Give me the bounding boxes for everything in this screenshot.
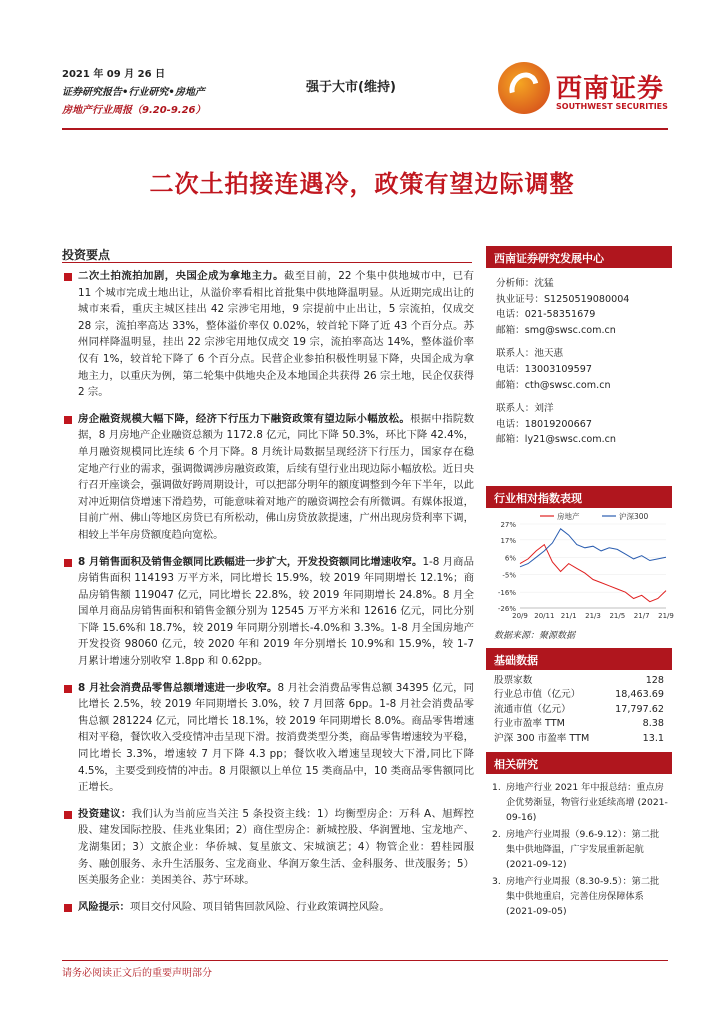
table-row: [486, 674, 672, 688]
basic-value: 17,797.62: [615, 703, 664, 715]
perf-chart: [486, 508, 672, 626]
series-line: [520, 529, 666, 567]
analyst-row: 电话：18019200667: [496, 418, 592, 430]
bullet-icon: [64, 685, 72, 693]
related-list: [486, 774, 672, 919]
para-lead: 二次土拍流拍加剧，央国企成为拿地主力。: [78, 270, 284, 282]
para-lead: 8 月销售面积及销售金额同比跌幅进一步扩大，开发投资额同比增速收窄。: [78, 555, 423, 568]
header-divider: [62, 128, 668, 130]
company-logo: [498, 62, 678, 118]
x-tick-label: 21/7: [633, 612, 650, 620]
x-tick-label: 20/11: [534, 612, 555, 620]
footer-divider: [62, 960, 668, 961]
basic-value: 18,463.69: [615, 689, 664, 701]
analyst-heading: 西南证券研究发展中心: [486, 246, 672, 268]
bullet-icon: [64, 811, 72, 819]
related-item[interactable]: [492, 874, 668, 919]
report-name: 房地产行业周报（9.20-9.26）: [62, 105, 206, 116]
bullet-icon: [64, 273, 72, 281]
legend-label: 沪深300: [619, 512, 649, 521]
y-tick-label: 6%: [504, 554, 516, 563]
perf-heading: 行业相对指数表现: [486, 486, 672, 508]
basic-key: 沪深 300 市盈率 TTM: [494, 732, 590, 744]
para-text: 截至目前，22 个集中供地城市中，已有 11 个城市完成土地出让，从溢价率看相比首批集中供地降温明显。从近期完成出让的城市来看，重庆主城区挂出 42 宗涉宅用地，9 宗提前中止出让，5 宗流拍，仅成交 28 宗，流拍率高达 33%，整体溢价率仅 0.02%，较首轮下降了近 43 个百分点。苏州同样降温明显，挂出 22 宗涉宅用地仅成交 19 宗，流拍率高达 14%，整体溢价率仅有 1%，较首轮下降了 6 个百分点。民营企业参拍积极性明显下降，央国企成为拿地主力，以重庆为例，第二轮集中供地央企及本地国企共获得 26 宗土地，民企仅获得 2 宗。: [78, 270, 474, 399]
para-lead: 8 月社会消费品零售总额增速进一步收窄。: [78, 681, 278, 694]
x-tick-label: 21/3: [585, 612, 601, 620]
basic-value: 128: [645, 675, 664, 686]
analyst-row: 联系人：刘洋: [496, 403, 554, 415]
basic-heading: 基础数据: [486, 648, 672, 670]
related-item[interactable]: [492, 827, 668, 872]
related-item[interactable]: [492, 780, 668, 825]
y-tick-label: -16%: [497, 589, 516, 598]
logo-mark-icon: [498, 62, 550, 114]
analyst-row: 分析师：沈猛: [496, 278, 554, 289]
basic-table: [486, 674, 672, 746]
analyst-row: 邮箱：smg@swsc.com.cn: [496, 324, 616, 336]
invest-heading: 投资要点: [62, 248, 111, 262]
related-text: 房地产行业 2021 年中报总结：重点房企优势渐显，物管行业延续高增 (2021-09-16): [506, 782, 668, 823]
y-tick-label: 17%: [500, 536, 516, 545]
para-text: 我们认为当前应当关注 5 条投资主线：1）均衡型房企：万科 A、旭辉控股、建发国际控股、佳兆业集团；2）商住型房企：新城控股、华润置地、宝龙地产、龙湖集团；3）文旅企业：华侨城、复星旅文、宋城演艺；4）物管企业：碧桂园服务、融创服务、永升生活服务、宝龙商业、华润万象生活、金科服务、世茂服务；5）医美服务企业：美困美谷、苏宁环球。: [78, 807, 474, 887]
analyst-row: 联系人：池天惠: [496, 348, 564, 360]
x-tick-label: 21/9: [658, 612, 674, 620]
bullet-icon: [64, 416, 72, 424]
x-tick-label: 21/1: [560, 612, 577, 620]
logo-en: SOUTHWEST SECURITIES: [556, 102, 668, 111]
invest-paragraph: [62, 680, 474, 796]
invest-paragraph: [62, 899, 474, 916]
para-lead: 风险提示：: [78, 900, 130, 913]
invest-body: [62, 268, 474, 925]
chart-source: 数据来源：聚源数据: [494, 631, 576, 641]
perf-panel: [486, 486, 672, 641]
basic-value: 13.1: [642, 732, 664, 744]
related-text: 房地产行业周报（9.6-9.12）：第二批集中供地降温，广宇发展重新起航 (2021-09-12): [506, 829, 660, 870]
basic-panel: [486, 648, 672, 746]
invest-divider: [62, 262, 472, 263]
para-text: 1-8 月商品房销售面积 114193 万平方米，同比增长 15.9%，较 2019 年同期增长 12.1%；商品房销售额 119047 亿元，同比增长 22.8%，较 2019 年同期增长 24.8%。8 月全国单月商品房销售面积和销售金额分别为 12545 万平方米和 12616 亿元，同比分别下降 15.6%和 18.7%，较 2019 年同期分别增长-4.0%和 3.3%。1-8 月全国房地产开发投资 98060 亿元，较 2020 年和 2019 年分别增长 10.9%和 15.9%，较 1-7 月累计增速分别收窄 1.8pp 和 0.62pp。: [78, 555, 474, 668]
analyst-row: 电话：021-58351679: [496, 309, 596, 321]
basic-key: 股票家数: [494, 675, 533, 686]
para-text: 8 月社会消费品零售总额 34395 亿元，同比增长 2.5%，较 2019 年同期增长 3.0%，较 7 月回落 6pp。1-8 月社会消费品零售总额 281224 亿元，同比增长 18.1%，较 2019 年同期增长 8.0%。商品零售增速相对平稳，餐饮收入受疫情冲击呈现下滑。按消费类型分类，商品零售增速较为平稳，同比增长 3.3%，增速较 7 月下降 4.3 pp；餐饮收入增速呈现较大下滑,同比下降 4.5%，主要受到疫情的冲击。8 月限额以上单位 15 类商品中，10 类商品零售额同比正增长。: [78, 681, 474, 794]
y-tick-label: -26%: [497, 605, 516, 613]
analyst-row: 电话：13003109597: [496, 363, 592, 375]
related-num: 2.: [492, 829, 501, 840]
basic-key: 行业市盈率 TTM: [494, 718, 565, 730]
basic-key: 流通市值（亿元）: [494, 703, 571, 715]
related-panel: [486, 752, 672, 921]
report-type: 证券研究报告•行业研究•房地产: [62, 87, 205, 98]
invest-paragraph: [62, 554, 474, 670]
logo-cn: 西南证券: [556, 74, 665, 104]
basic-key: 行业总市值（亿元）: [494, 689, 581, 701]
para-lead: 房企融资规模大幅下降，经济下行压力下融资政策有望边际小幅放松。: [78, 412, 411, 425]
x-tick-label: 21/5: [609, 612, 626, 620]
invest-paragraph: [62, 806, 474, 889]
invest-paragraph: [62, 411, 474, 544]
related-heading: 相关研究: [486, 752, 672, 774]
bullet-icon: [64, 559, 72, 567]
related-text: 房地产行业周报（8.30-9.5）：第二批集中供地重启，完善住房保障体系 (2021-09-05): [506, 876, 660, 917]
related-num: 3.: [492, 876, 501, 887]
invest-paragraph: [62, 268, 474, 401]
rating: 强于大市(维持): [306, 80, 396, 95]
related-num: 1.: [492, 782, 501, 793]
page-title: 二次土拍接连遇冷，政策有望边际调整: [149, 170, 575, 198]
analyst-row: 邮箱：cth@swsc.com.cn: [496, 379, 611, 391]
report-date: 2021 年 09 月 26 日: [62, 69, 166, 80]
report-header: [62, 66, 206, 120]
analyst-panel: [486, 246, 672, 448]
perf-chart-svg: [486, 508, 672, 626]
analyst-row: 邮箱：ly21@swsc.com.cn: [496, 434, 616, 446]
para-text: 项目交付风险、项目销售回款风险、行业政策调控风险。: [129, 900, 390, 913]
x-tick-label: 20/9: [512, 612, 528, 620]
bullet-icon: [64, 904, 72, 912]
table-row: [486, 732, 672, 746]
footer-note: 请务必阅读正文后的重要声明部分: [62, 968, 212, 979]
table-row: [486, 717, 672, 731]
table-row: [486, 688, 672, 702]
analyst-row: 执业证号：S1250519080004: [496, 293, 630, 305]
y-tick-label: -5%: [502, 571, 516, 580]
legend-label: 房地产: [557, 512, 580, 521]
para-lead: 投资建议：: [78, 807, 132, 820]
table-row: [486, 703, 672, 717]
y-tick-label: 27%: [500, 521, 516, 529]
para-text: 根据中指院数据，8 月房地产企业融资总额为 1172.8 亿元，同比下降 50.3%，环比下降 42.4%，单月融资规模同比连续 6 个月下降。8 月统计局数据呈现经济下行压力，国家存在稳定地产行业的需求，强调微调涉房融资政策，后续有望行业出现边际小幅放松。近日央行召开座谈会，强调做好跨周期设计，可以把部分明年的额度调整到今年下半年，以此对冲近期信贷增速下滑趋势，可能意味着对地产的融资调控会有所微调。有媒体报道，目前广州、佛山等地区房贷已有所松动，佛山房贷放款提速，广州出现房贷利率下调，相较上半年房贷额度趋向宽松。: [78, 412, 475, 541]
basic-value: 8.38: [642, 718, 664, 730]
